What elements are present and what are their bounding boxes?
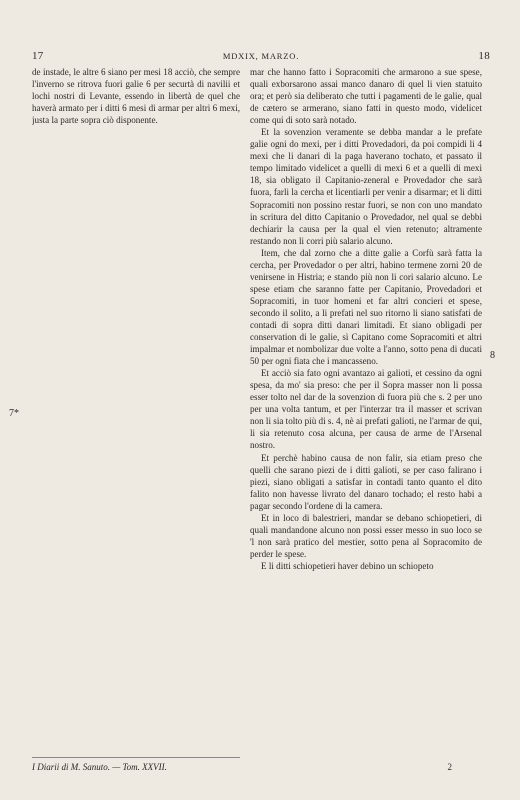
paragraph: Et la sovenzion veramente se debba mandar a le prefate galie ogni do mexi, per i ditti Provedadori, da poi compidi li 4 mexi che li danari di la paga haverano tochato, et passato il tempo limitado videlicet a quelli di mexi 6 et a quelli di mexi 18, sia obligato il Capitanio-zeneral e Provedador che sarà fuora, farli la cercha et licentiarli per venir a disarmar; et li ditti Sopracomiti non possino restar fuori, se non con uno mandato in scritura del ditto Capitanio o Provedador, nel qual se debbi dechiarir la causa per la qual el vien retenuto; altramente restando non li corri più salario alcuno.: [250, 127, 482, 246]
paragraph: E li ditti schiopetieri haver debino un schiopeto: [261, 560, 434, 571]
right-page-number: 18: [478, 50, 490, 62]
right-text-column: [250, 66, 482, 754]
left-page-number: 17: [32, 50, 44, 62]
running-title: MDXIX, MARZO.: [222, 51, 300, 61]
paragraph: Et acciò sia fato ogni avantazo ai galioti, et cessino da ogni spesa, da mo' sia preso: che per il Sopra masser non li possa esser tolto nel dar de la sovenzion di fuora più che s. 2 per uno per una volta tantum, et per l'interzar tra il masser et scrivan non li sia tolto più di s. 4, nè ai prefati galioti, ne l'armar de qui, li sia retenuto cosa alcuna, per causa de arme de l'Arsenal nostro.: [250, 368, 482, 451]
paragraph: Et in loco di balestrieri, mandar se debano schiopetieri, di quali mandandone alcuno non possi esser messo in suo loco se 'l non sarà pratico del mestier, sotto pena al Sopracomito de perder le spese.: [250, 512, 482, 559]
running-header: [32, 50, 490, 66]
paragraph: Et perchè habino causa de non falir, sia etiam preso che quelli che sarano piezi de i ditti galioti, se per caso falirano i piezi, siano obligati a satisfar in contadi tanto quanto el dito falito non havesse livrato del danaro tochado; el resto habi a pagar secondo l'ordene di la camera.: [250, 452, 482, 511]
left-text-column: [32, 66, 240, 754]
paragraph: de instade, le altre 6 siano per mesi 18 acciò, che sempre l'inverno se ritrova fuori galie 6 per securtà di navilii et lochi nostri di Levante, essendo in libertà de quel che haverà armato per i ditti 6 mesi di armar per altri 6 mexi, justa la parte sopra ciò disponente.: [32, 67, 240, 126]
margin-note-left: 7*: [9, 408, 19, 419]
signature-mark: 2: [447, 762, 452, 772]
margin-note-right: 8: [490, 350, 495, 361]
paragraph: mar che hanno fatto i Sopracomiti che armarono a sue spese, quali exborsarono assai manco danaro di quel li vien statuito ora; et però sia deliberato che tutti i pagamenti de le galie, qual de cætero se armerano, siano fatti in questo modo, videlicet come qui di soto sarà notado.: [250, 67, 482, 126]
paragraph: Item, che dal zorno che a ditte galie a Corfù sarà fatta la cercha, per Provedador o per altri, habino termene zorni 20 de venirsene in Histria; e stando più non li cori salario alcuno. Le spese etiam che saranno fatte per Capitanio, Provedadori et Sopracomiti, in tuor homeni et far altri concieri et spese, secondo il solito, a li prefati nel suo ritorno li siano satisfati de contadi di sopra ditti danari limitadi. Et siano obligadi per conservation di le galie, sì Capitano come Sopracomiti et altri impalmar et nombolizar due volte a l'anno, sotto pena di ducati 50 per ogni fiata che i mancasseno.: [250, 247, 482, 367]
footer-citation: I Diarii di M. Sanuto. — Tom. XXVII.: [32, 762, 167, 772]
footer-rule: [32, 757, 240, 758]
footer: [32, 762, 452, 776]
